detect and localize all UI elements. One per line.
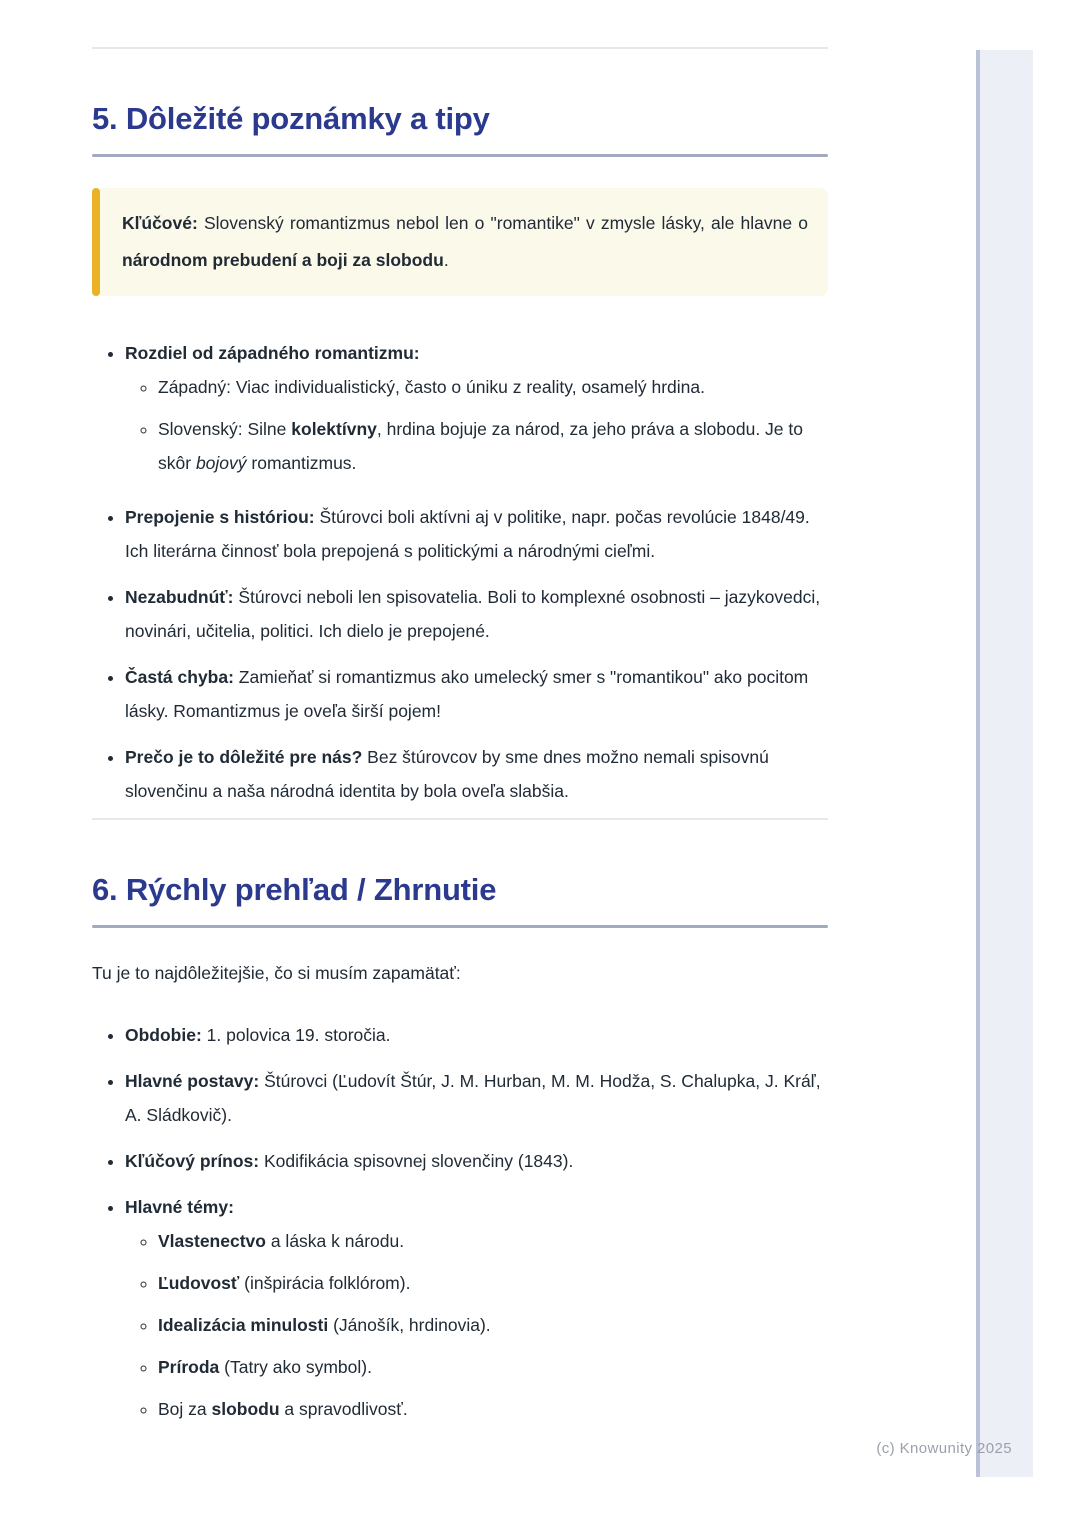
section-6 [92,870,828,1426]
list-item [125,740,828,808]
list-item-italic: bojový [195,453,247,473]
list-item-bold: Príroda [158,1357,220,1377]
section-5 [92,99,828,808]
list-item-lead: Hlavné témy: [125,1197,234,1217]
list-item-lead: Hlavné postavy: [125,1071,260,1091]
notes-list [92,336,828,808]
list-item [125,336,828,480]
list-item-lead: Nezabudnúť: [125,587,234,607]
list-item-bold: Idealizácia minulosti [158,1315,329,1335]
list-item [158,1224,828,1258]
list-item-text: (Tatry ako symbol). [219,1357,372,1377]
list-item [158,1350,828,1384]
list-item-text: Západný: Viac individualistický, často o úniku z reality, osamelý hrdina. [158,377,705,397]
list-item-bold: slobodu [211,1399,280,1419]
section-title-rule [92,925,828,928]
copyright-notice: (c) Knowunity 2025 [876,1440,1012,1457]
list-item-text: Štúrovci neboli len spisovatelia. Boli to komplexné osobnosti – jazykovedci, novinári, učitelia, politici. Ich dielo je prepojené. [125,587,821,641]
callout-text: Slovenský romantizmus nebol len o "romantike" v zmysle lásky, ale hlavne o [197,213,808,233]
list-item-lead: Častá chyba: [125,667,234,687]
list-item-text: Kodifikácia spisovnej slovenčiny (1843). [259,1151,574,1171]
list-item [158,1266,828,1300]
list-item-text: Štúrovci (Ľudovít Štúr, J. M. Hurban, M. M. Hodža, S. Chalupka, J. Kráľ, A. Sládkovič). [125,1071,821,1125]
scrollbar-track[interactable] [976,50,1033,1477]
list-item-text: Štúrovci boli aktívni aj v politike, napr. počas revolúcie 1848/49. Ich literárna činnosť bola prepojená s politickými a národnými cieľmi. [125,507,810,561]
list-item-text: Bez štúrovcov by sme dnes možno nemali spisovnú slovenčinu a naša národná identita by bola oveľa slabšia. [125,747,769,801]
list-item-lead: Obdobie: [125,1025,202,1045]
list-item [125,580,828,648]
list-item-text: Zamieňať si romantizmus ako umelecký smer s "romantikou" ako pocitom lásky. Romantizmus je oveľa širší pojem! [125,667,809,721]
list-item-bold: kolektívny [291,419,377,439]
key-callout [92,188,828,296]
list-item [158,1308,828,1342]
list-item [158,1392,828,1426]
list-item-text: Slovenský: Silne [158,419,292,439]
section-6-title: 6. Rýchly prehľad / Zhrnutie [92,872,497,907]
section-5-title: 5. Dôležité poznámky a tipy [92,101,490,136]
content-divider [92,47,828,49]
list-item [125,500,828,568]
list-item-text: Boj za [158,1399,212,1419]
callout-accent-bar [92,188,100,296]
list-item [125,660,828,728]
sub-list [125,1224,828,1426]
list-item [125,1018,828,1052]
list-item [125,1190,828,1426]
list-item-bold: Vlastenectvo [158,1231,266,1251]
callout-bold-phrase: národnom prebudení a boji za slobodu [122,250,444,270]
list-item [158,412,828,480]
list-item-text: (Jánošík, hrdinovia). [328,1315,491,1335]
list-item-text: romantizmus. [246,453,357,473]
list-item [125,1064,828,1132]
list-item [125,1144,828,1178]
callout-text-end: . [443,250,449,270]
summary-intro: Tu je to najdôležitejšie, čo si musím zapamätať: [92,963,461,983]
sub-list [125,370,828,480]
list-item-lead: Rozdiel od západného romantizmu: [125,343,420,363]
document-content [92,0,828,1446]
content-divider [92,818,828,820]
list-item-lead: Prepojenie s históriou: [125,507,315,527]
list-item-text: a láska k národu. [265,1231,405,1251]
list-item-lead: Prečo je to dôležité pre nás? [125,747,363,767]
section-title-rule [92,154,828,157]
list-item-lead: Kľúčový prínos: [125,1151,260,1171]
list-item-bold: Ľudovosť [158,1273,240,1293]
list-item-text: , hrdina bojuje za národ, za jeho práva a slobodu. Je to skôr [158,419,803,473]
callout-lead: Kľúčové: [122,213,198,233]
list-item-text: 1. polovica 19. storočia. [201,1025,391,1045]
list-item-text: (inšpirácia folklórom). [239,1273,411,1293]
summary-list [92,1018,828,1426]
list-item [158,370,828,404]
list-item-text: a spravodlivosť. [279,1399,408,1419]
